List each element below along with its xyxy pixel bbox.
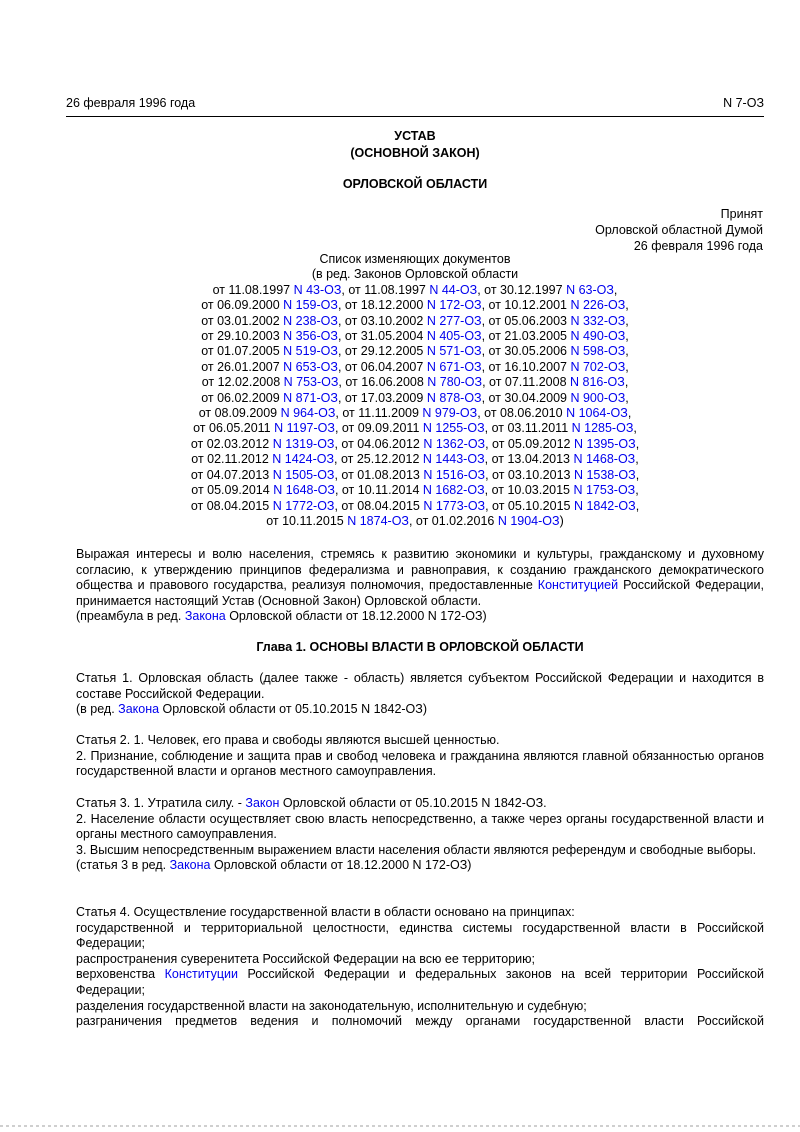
amendment-text: ,	[625, 390, 629, 405]
amendment-law-link[interactable]: N 964-ОЗ	[280, 406, 336, 421]
article-3-note-pre: (статья 3 в ред.	[76, 858, 170, 873]
amendment-law-link[interactable]: N 44-ОЗ	[429, 282, 478, 297]
preamble	[76, 547, 764, 625]
amendment-text: , от 17.03.2009	[337, 390, 427, 405]
article-4-p4-pre: верховенства	[76, 967, 165, 982]
amendment-line	[66, 483, 764, 498]
amendment-law-link[interactable]: N 1255-ОЗ	[422, 421, 485, 436]
amendment-text: от 10.11.2015	[266, 513, 348, 528]
amendment-text: от 11.08.1997	[212, 282, 294, 297]
article-4-p6: разграничения предметов ведения и полномочий между органами государственной власти Российской	[76, 1014, 764, 1029]
amendment-text: , от 07.11.2008	[482, 375, 571, 390]
amendment-text: , от 03.11.2011	[484, 421, 572, 436]
amendment-text: , от 30.12.1997	[477, 282, 567, 297]
article-3	[76, 796, 764, 874]
amendment-law-link[interactable]: N 1424-ОЗ	[272, 452, 335, 467]
amendment-law-link[interactable]: N 1842-ОЗ	[573, 498, 636, 513]
amendment-text: от 06.05.2011	[193, 421, 275, 436]
amendment-law-link[interactable]: N 238-ОЗ	[283, 313, 338, 328]
amendment-text: от 12.02.2008	[201, 375, 284, 390]
amendment-text: от 05.09.2014	[191, 483, 274, 498]
amendment-law-link[interactable]: N 753-ОЗ	[283, 375, 339, 390]
article-3-p3: 3. Высшим непосредственным выражением власти населения области являются референдум и свободные выборы.	[76, 842, 757, 857]
amendment-text: , от 01.08.2013	[334, 467, 424, 482]
amendment-text: ,	[625, 359, 629, 374]
amendment-text: , от 25.12.2012	[334, 452, 423, 467]
amendment-line	[66, 314, 764, 329]
article-2-p1: Статья 2. 1. Человек, его права и свободы являются высшей ценностью.	[76, 733, 500, 747]
amendments-subheading: (в ред. Законов Орловской области	[311, 267, 519, 282]
amendment-law-link[interactable]: N 1773-ОЗ	[423, 498, 486, 513]
amendment-law-link[interactable]: N 1362-ОЗ	[423, 436, 486, 451]
article-4-p3: распространения суверенитета Российской Федерации на всю ее территорию;	[76, 951, 536, 966]
amendment-text: , от 13.04.2013	[484, 452, 574, 467]
amendment-law-link[interactable]: N 63-ОЗ	[566, 282, 614, 297]
title-line-3: ОРЛОВСКОЙ ОБЛАСТИ	[342, 177, 488, 191]
article-1-law-link[interactable]: Закона	[118, 702, 160, 717]
amendment-line	[66, 468, 764, 483]
amendment-text: , от 05.06.2003	[481, 313, 571, 328]
amendment-text: ,	[635, 452, 639, 467]
amendment-law-link[interactable]: N 1904-ОЗ	[497, 513, 560, 528]
amendment-text: , от 30.04.2009	[481, 390, 571, 405]
amendment-text: , от 31.05.2004	[337, 329, 427, 344]
amendment-line	[66, 437, 764, 452]
amendment-law-link[interactable]: N 1395-ОЗ	[573, 436, 636, 451]
amendment-text: ,	[613, 282, 618, 297]
amendment-line	[66, 298, 764, 313]
amendment-text: , от 16.06.2008	[338, 375, 428, 390]
amendment-law-link[interactable]: N 1538-ОЗ	[573, 467, 636, 482]
amendment-law-link[interactable]: N 226-ОЗ	[570, 298, 626, 313]
amendment-law-link[interactable]: N 571-ОЗ	[426, 344, 482, 359]
amendment-text: от 02.11.2012	[191, 452, 273, 467]
amendment-text: ,	[633, 421, 637, 436]
amendment-law-link[interactable]: N 1443-ОЗ	[422, 452, 485, 467]
amendment-text: ,	[635, 467, 640, 482]
amendment-text: от 04.07.2013	[190, 467, 273, 482]
amendment-text: , от 03.10.2002	[337, 313, 427, 328]
amendment-law-link[interactable]: N 1319-ОЗ	[272, 436, 335, 451]
article-1	[76, 671, 764, 718]
amendment-text: , от 05.09.2012	[485, 436, 574, 451]
amendment-law-link[interactable]: N 490-ОЗ	[570, 329, 626, 344]
amendment-law-link[interactable]: N 1874-ОЗ	[347, 513, 409, 528]
amendment-text: , от 01.02.2016	[408, 513, 498, 528]
preamble-text-1: Выражая интересы и волю населения, стремясь к развитию экономики и культуры, гражданскому и духовному согласию, к утверждению принципов федерализма и равноправия, к созданию гражданского демократического общества и правового государства, реализуя полномочия, предоставленные	[76, 547, 764, 593]
amendment-law-link[interactable]: N 519-ОЗ	[283, 344, 338, 359]
amendment-text: от 03.01.2002	[201, 313, 284, 328]
amendment-text: , от 10.11.2014	[334, 483, 423, 498]
article-4-p4-post: Российской Федерации и федеральных законов на всей территории Российской Федерации;	[76, 967, 764, 997]
amendment-law-link[interactable]: N 702-ОЗ	[570, 359, 626, 374]
constitution-link[interactable]: Конституцией	[537, 578, 619, 593]
amendment-text: , от 10.12.2001	[481, 298, 571, 313]
amendment-text: , от 08.06.2010	[477, 406, 567, 421]
law-number: N 7-ОЗ	[723, 96, 764, 110]
chapter-1-heading: Глава 1. ОСНОВЫ ВЛАСТИ В ОРЛОВСКОЙ ОБЛАСТИ	[256, 640, 584, 654]
amendment-text: ,	[625, 344, 629, 359]
amendments-list	[66, 252, 764, 529]
amendment-text: ,	[635, 436, 640, 451]
article-3-note-post: Орловской области от 18.12.2000 N 172-ОЗ)	[210, 858, 472, 873]
amendment-text: от 26.01.2007	[201, 359, 284, 374]
article-4-p2: государственной и территориальной целостности, единства системы государственной власти в Российской Федерации;	[76, 920, 764, 951]
amendment-text: , от 11.11.2009	[335, 406, 423, 421]
amendment-line	[66, 391, 764, 406]
amendment-law-link[interactable]: N 871-ОЗ	[283, 390, 338, 405]
amendment-law-link[interactable]: N 900-ОЗ	[570, 390, 626, 405]
amendment-text: от 08.09.2009	[198, 406, 281, 421]
amendment-line	[66, 499, 764, 514]
amendment-text: , от 16.10.2007	[481, 359, 571, 374]
amendment-law-link[interactable]: N 159-ОЗ	[283, 298, 338, 313]
amendment-law-link[interactable]: N 277-ОЗ	[426, 313, 482, 328]
article-4	[76, 905, 764, 1030]
amendment-line	[66, 329, 764, 344]
article-1-text: Статья 1. Орловская область (далее также - область) является субъектом Российской Федерации и находится в составе Российской Федерации.	[76, 671, 764, 701]
amendment-text: , от 29.12.2005	[337, 344, 427, 359]
amendment-text: ,	[625, 313, 629, 328]
amendment-text: ,	[627, 406, 632, 421]
amendment-law-link[interactable]: N 1753-ОЗ	[573, 483, 636, 498]
amendment-text: , от 18.12.2000	[337, 298, 427, 313]
amendment-law-link[interactable]: N 1197-ОЗ	[274, 421, 335, 436]
amendment-line	[66, 514, 764, 529]
preamble-text-2: Российской Федерации, принимается настоящий Устав (Основной Закон) Орловской области.	[76, 578, 764, 608]
article-3-p2: 2. Население области осуществляет свою власть непосредственно, а также через органы государственной власти и органы местного самоуправления.	[76, 811, 764, 842]
amendment-text: , от 03.10.2013	[485, 467, 574, 482]
article-3-p1-post: Орловской области от 05.10.2015 N 1842-ОЗ.	[279, 796, 547, 810]
amendment-text: ,	[635, 498, 640, 513]
amendment-text: ,	[625, 298, 629, 313]
page-bottom-edge	[0, 1125, 800, 1127]
amendment-law-link[interactable]: N 878-ОЗ	[426, 390, 482, 405]
amendment-text: , от 11.08.1997	[341, 282, 430, 297]
amendment-law-link[interactable]: N 816-ОЗ	[570, 375, 625, 390]
amendment-line	[66, 283, 764, 298]
header-divider	[66, 116, 764, 117]
article-2-p2: 2. Признание, соблюдение и защита прав и свобод человека и гражданина являются главной обязанностью органов государственной власти и органов местного самоуправления.	[76, 748, 764, 779]
amendment-law-link[interactable]: N 332-ОЗ	[570, 313, 626, 328]
article-3-law-link[interactable]: Закон	[245, 796, 280, 810]
article-2	[76, 733, 764, 780]
amendment-line	[66, 375, 764, 390]
amendment-law-link[interactable]: N 172-ОЗ	[426, 298, 482, 313]
amendment-text: от 08.04.2015	[190, 498, 273, 513]
amendment-text: )	[559, 513, 564, 528]
law-date: 26 февраля 1996 года	[66, 96, 196, 110]
amendment-text: от 06.02.2009	[201, 390, 284, 405]
amendment-law-link[interactable]: N 979-ОЗ	[422, 406, 478, 421]
amendment-law-link[interactable]: N 1648-ОЗ	[273, 483, 335, 498]
amendment-text: , от 09.09.2011	[334, 421, 423, 436]
amendment-text: ,	[624, 375, 629, 390]
amendment-line	[66, 344, 764, 359]
amendment-text: , от 06.04.2007	[337, 359, 427, 374]
amendment-law-link[interactable]: N 671-ОЗ	[426, 359, 482, 374]
amendment-law-link[interactable]: N 653-ОЗ	[283, 359, 338, 374]
amendment-law-link[interactable]: N 43-ОЗ	[293, 282, 342, 297]
article-4-p5: разделения государственной власти на законодательную, исполнительную и судебную;	[76, 998, 587, 1013]
title-line-1: УСТАВ	[394, 129, 436, 143]
amendment-law-link[interactable]: N 1682-ОЗ	[422, 483, 485, 498]
amendment-text: , от 30.05.2006	[481, 344, 571, 359]
amendment-text: ,	[635, 483, 639, 498]
amendment-law-link[interactable]: N 1468-ОЗ	[573, 452, 636, 467]
amendment-text: , от 04.06.2012	[334, 436, 424, 451]
adoption-line-3: 26 февраля 1996 года	[633, 239, 763, 253]
amendment-line	[66, 360, 764, 375]
amendment-law-link[interactable]: N 1285-ОЗ	[571, 421, 634, 436]
amendment-law-link[interactable]: N 1505-ОЗ	[272, 467, 335, 482]
amendment-law-link[interactable]: N 780-ОЗ	[427, 375, 483, 390]
amendment-law-link[interactable]: N 1064-ОЗ	[566, 406, 628, 421]
amendment-text: , от 10.03.2015	[484, 483, 574, 498]
amendment-text: от 06.09.2000	[201, 298, 284, 313]
amendment-law-link[interactable]: N 1772-ОЗ	[272, 498, 335, 513]
amendment-line	[66, 452, 764, 467]
amendment-law-link[interactable]: N 356-ОЗ	[283, 329, 338, 344]
adoption-line-1: Принят	[720, 207, 763, 221]
amendment-line	[66, 406, 764, 421]
article-4-constitution-link[interactable]: Конституции	[164, 967, 238, 982]
article-3-note-link[interactable]: Закона	[169, 858, 211, 873]
amendment-text: , от 21.03.2005	[481, 329, 571, 344]
amendment-text: от 29.10.2003	[201, 329, 284, 344]
amendment-text: от 02.03.2012	[190, 436, 273, 451]
amendment-text: от 01.07.2005	[201, 344, 284, 359]
title-line-2: (ОСНОВНОЙ ЗАКОН)	[350, 146, 480, 160]
amendment-law-link[interactable]: N 1516-ОЗ	[423, 467, 486, 482]
preamble-note-post: Орловской области от 18.12.2000 N 172-ОЗ)	[225, 609, 487, 624]
article-1-note-post: Орловской области от 05.10.2015 N 1842-ОЗ)	[159, 702, 427, 717]
preamble-law-link[interactable]: Закона	[184, 609, 226, 624]
amendment-text: , от 05.10.2015	[485, 498, 574, 513]
amendment-text: , от 08.04.2015	[334, 498, 424, 513]
amendment-line	[66, 421, 764, 436]
amendment-text: ,	[625, 329, 629, 344]
amendments-heading: Список изменяющих документов	[319, 252, 511, 266]
preamble-note-pre: (преамбула в ред.	[76, 609, 185, 624]
article-4-p1: Статья 4. Осуществление государственной власти в области основано на принципах:	[76, 905, 575, 919]
document-header	[66, 96, 764, 112]
adoption-note	[595, 206, 763, 254]
amendment-law-link[interactable]: N 405-ОЗ	[426, 329, 482, 344]
adoption-line-2: Орловской областной Думой	[595, 223, 763, 237]
article-1-note-pre: (в ред.	[76, 702, 119, 717]
article-3-p1-pre: Статья 3. 1. Утратила силу. -	[76, 796, 246, 810]
amendment-law-link[interactable]: N 598-ОЗ	[570, 344, 626, 359]
